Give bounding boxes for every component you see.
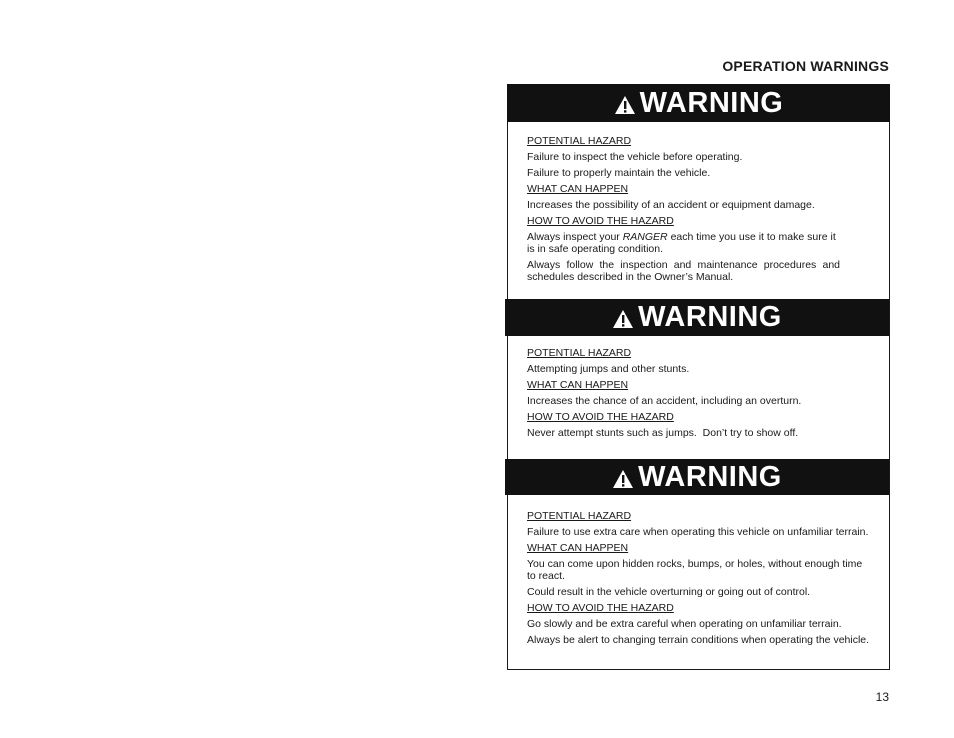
warning-triangle-icon [612, 309, 634, 329]
what-can-happen-heading: WHAT CAN HAPPEN [527, 542, 629, 554]
hazard-text: Failure to properly maintain the vehicle. [527, 167, 711, 179]
warning-box-terrain [507, 459, 890, 670]
avoid-hazard-heading: HOW TO AVOID THE HAZARD [527, 411, 674, 423]
hazard-text: Failure to inspect the vehicle before operating. [527, 151, 743, 163]
potential-hazard-heading: POTENTIAL HAZARD [527, 135, 632, 147]
consequence-text: Could result in the vehicle overturning or going out of control. [527, 586, 811, 598]
hazard-text: Failure to use extra care when operating this vehicle on unfamiliar terrain. [527, 526, 869, 538]
potential-hazard-heading: POTENTIAL HAZARD [527, 510, 632, 522]
warning-header [505, 299, 889, 336]
avoid-text: Always follow the inspection and maintenance procedures and schedules described in the Owner’s Manual. [527, 259, 840, 283]
warning-title: WARNING [638, 460, 782, 493]
warning-triangle-icon [612, 469, 634, 489]
avoid-hazard-heading: HOW TO AVOID THE HAZARD [527, 602, 674, 614]
what-can-happen-heading: WHAT CAN HAPPEN [527, 183, 629, 195]
warning-title: WARNING [638, 301, 782, 333]
potential-hazard-heading: POTENTIAL HAZARD [527, 347, 632, 359]
product-name: RANGER [622, 231, 668, 243]
consequence-text: You can come upon hidden rocks, bumps, or holes, without enough time to react. [527, 558, 863, 582]
consequence-text: Increases the possibility of an accident or equipment damage. [527, 199, 815, 211]
warning-body [527, 510, 870, 650]
avoid-text: Always be alert to changing terrain conditions when operating the vehicle. [527, 634, 870, 646]
warning-header [505, 459, 889, 495]
page-number: 13 [875, 690, 889, 704]
avoid-text: Never attempt stunts such as jumps. Don’t try to show off. [527, 427, 799, 439]
warning-box-stunts [507, 299, 890, 460]
warning-box-inspection [507, 84, 890, 301]
hazard-text: Attempting jumps and other stunts. [527, 363, 690, 375]
warning-title: WARNING [639, 86, 784, 119]
warning-triangle-icon [614, 95, 636, 115]
warning-body [527, 135, 870, 287]
avoid-text: Always inspect your RANGER each time you use it to make sure it is in safe operating condition. [527, 231, 836, 255]
warning-body [527, 347, 870, 443]
consequence-text: Increases the chance of an accident, including an overturn. [527, 395, 802, 407]
avoid-text: Go slowly and be extra careful when operating on unfamiliar terrain. [527, 618, 842, 630]
avoid-hazard-heading: HOW TO AVOID THE HAZARD [527, 215, 674, 227]
warning-header [507, 84, 890, 122]
what-can-happen-heading: WHAT CAN HAPPEN [527, 379, 629, 391]
section-title: OPERATION WARNINGS [722, 58, 889, 74]
